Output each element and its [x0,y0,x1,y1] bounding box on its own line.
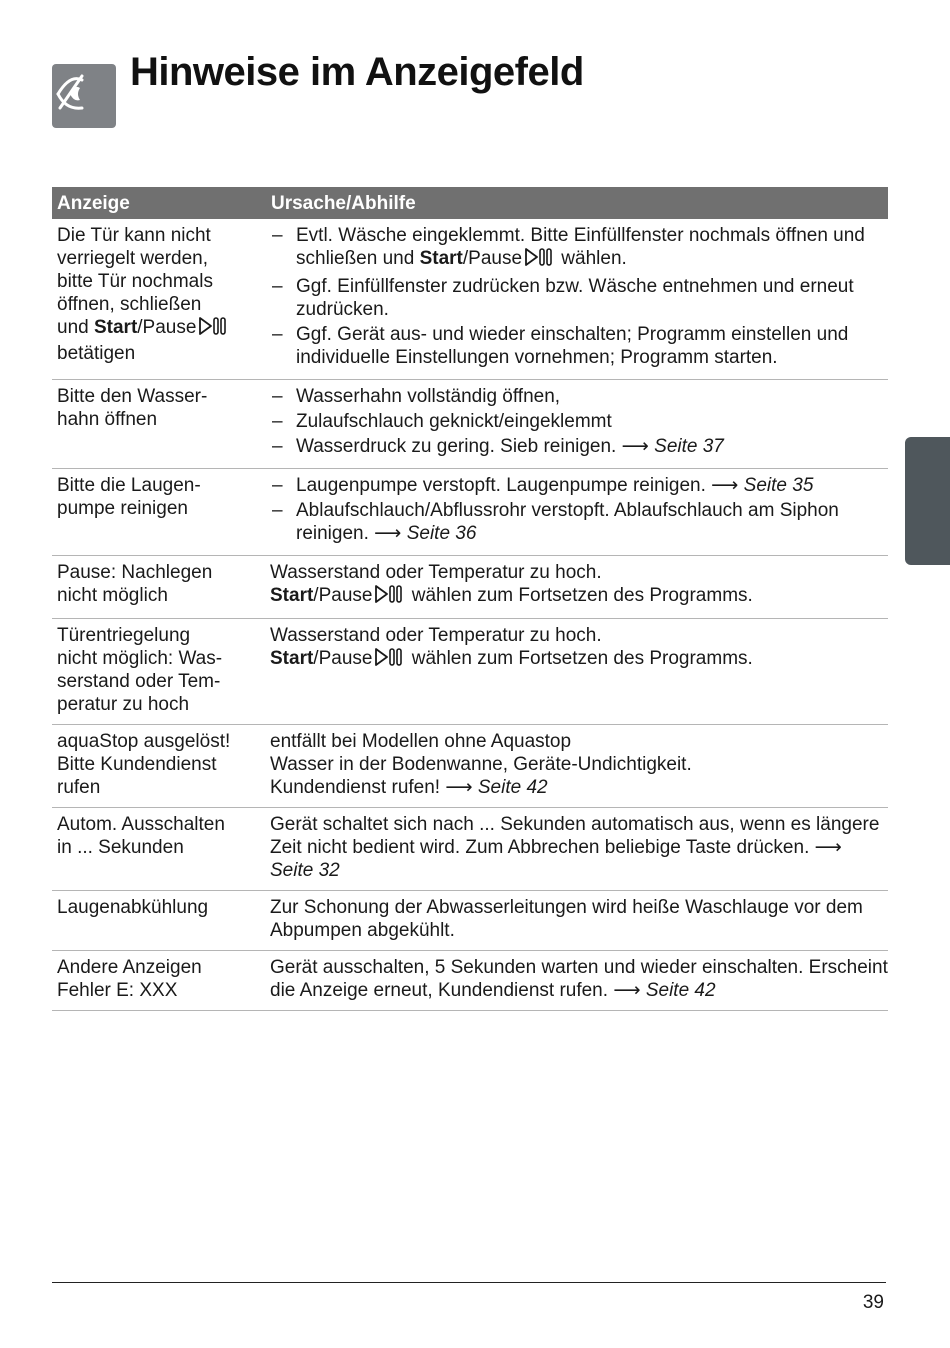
display-line: Autom. Ausschalten [57,814,225,835]
display-line: in ... Sekunden [57,837,184,858]
display-cell [52,619,266,725]
display-line: peratur zu hoch [57,694,190,715]
display-line: Andere Anzeigen [57,957,202,978]
list-item: – Zulaufschlauch geknickt/eingeklemmt [272,411,612,432]
table-row [52,891,888,951]
display-line: nicht möglich [57,585,168,606]
arrow-icon: ⟶ [613,980,641,1001]
cause-cell [266,951,888,1011]
column-header-cause: Ursache/Abhilfe [266,187,888,219]
table-row [52,725,888,808]
start-pause-icon [374,584,404,610]
table-row [52,619,888,725]
display-line: rufen [57,777,101,798]
display-cell [52,725,266,808]
cause-line: Wasserstand oder Temperatur zu hoch. [270,625,602,646]
page-reference: Seite 35 [738,475,814,496]
cause-cell [266,891,888,951]
cause-line: Wasserstand oder Temperatur zu hoch. [270,562,602,583]
cause-cell [266,556,888,619]
display-line: nicht möglich: Was- [57,648,223,669]
display-line: Pause: Nachlegen [57,562,213,583]
display-line: Bitte die Laugen- [57,475,201,496]
section-icon [52,64,116,128]
column-header-display: Anzeige [52,187,266,219]
page-number: 39 [862,1292,884,1313]
cause-cell [266,219,888,380]
display-line: Fehler E: XXX [57,980,178,1001]
display-line: bitte Tür nochmals [57,271,213,292]
cause-cell [266,619,888,725]
eye-icon [52,64,116,128]
cause-cell [266,469,888,556]
page-reference: Seite 32 [270,860,340,881]
display-line: serstand oder Tem- [57,671,221,692]
list-item: – Wasserhahn vollständig öffnen, [272,386,561,407]
display-cell [52,380,266,469]
display-line: hahn öffnen [57,409,158,430]
display-cell [52,891,266,951]
display-cell [52,219,266,380]
start-pause-icon [374,647,404,673]
arrow-icon: ⟶ [621,436,649,457]
table-row [52,469,888,556]
cause-line: Wasser in der Bodenwanne, Geräte-Undichtigkeit. [270,754,692,775]
arrow-icon: ⟶ [374,523,402,544]
cause-text: Gerät ausschalten, 5 Sekunden warten und wieder einschalten. Erscheint die Anzeige erneut, Kundendienst rufen. [270,957,888,1001]
table-row [52,556,888,619]
display-line: Bitte den Wasser- [57,386,208,407]
display-cell [52,469,266,556]
display-line: Türentriegelung [57,625,191,646]
display-line: Die Tür kann nicht [57,225,211,246]
display-cell [52,556,266,619]
page-reference: Seite 36 [401,523,477,544]
list-item: – Evtl. Wäsche eingeklemmt. Bitte Einfüllfenster nochmals öffnen und schließen und Start/Pause wählen. [270,224,888,273]
arrow-icon: ⟶ [445,777,473,798]
table-row [52,951,888,1011]
page-title: Hinweise im Anzeigefeld [130,50,584,94]
display-cell [52,808,266,891]
table-row [52,808,888,891]
cause-cell [266,725,888,808]
display-line: verriegelt werden, [57,248,209,269]
arrow-icon: ⟶ [814,837,842,858]
page-reference: Seite 42 [472,777,548,798]
display-line: aquaStop ausgelöst! [57,731,231,752]
display-line: öffnen, schließen [57,294,202,315]
display-line: und Start/Pause [57,316,266,342]
display-line: Bitte Kundendienst [57,754,217,775]
list-item: – Wasserdruck zu gering. Sieb reinigen. ⟶ Seite 37 [272,436,724,457]
table-row [52,380,888,469]
list-item: – Ggf. Einfüllfenster zudrücken bzw. Wäsche entnehmen und erneut zudrücken. [272,276,854,320]
cause-cell [266,808,888,891]
cause-cell [266,380,888,469]
side-tab-marker [905,437,950,565]
cause-text: Gerät schaltet sich nach ... Sekunden automatisch aus, wenn es längere Zeit nicht bedient wird. Zum Abbrechen beliebige Taste drücken. [270,814,880,858]
list-item: – Ablaufschlauch/Abflussrohr verstopft. Ablaufschlauch am Siphon reinigen. ⟶ Seite 36 [272,500,839,544]
start-pause-icon [524,247,554,273]
list-item: – Laugenpumpe verstopft. Laugenpumpe reinigen. ⟶ Seite 35 [272,475,814,496]
cause-line: Kundendienst rufen! ⟶ Seite 42 [270,777,548,798]
display-line: pumpe reinigen [57,498,188,519]
cause-line: entfällt bei Modellen ohne Aquastop [270,731,572,752]
hint-table [52,187,888,1011]
cause-line: Start/Pause wählen zum Fortsetzen des Programms. [270,584,888,610]
table-row [52,219,888,380]
start-pause-icon [198,316,228,342]
cause-line: Start/Pause wählen zum Fortsetzen des Programms. [270,647,888,673]
display-cell [52,951,266,1011]
page-reference: Seite 42 [640,980,716,1001]
arrow-icon: ⟶ [711,475,739,496]
page-reference: Seite 37 [648,436,724,457]
table-header-row [52,187,888,219]
cause-text: Zur Schonung der Abwasserleitungen wird heiße Waschlauge vor dem Abpumpen abgekühlt. [270,897,863,941]
display-line: betätigen [57,343,136,364]
footer-divider [52,1282,886,1283]
display-line: Laugenabkühlung [57,897,209,918]
list-item: – Ggf. Gerät aus- und wieder einschalten; Programm einstellen und individuelle Einstellungen vornehmen; Programm starten. [272,324,849,368]
